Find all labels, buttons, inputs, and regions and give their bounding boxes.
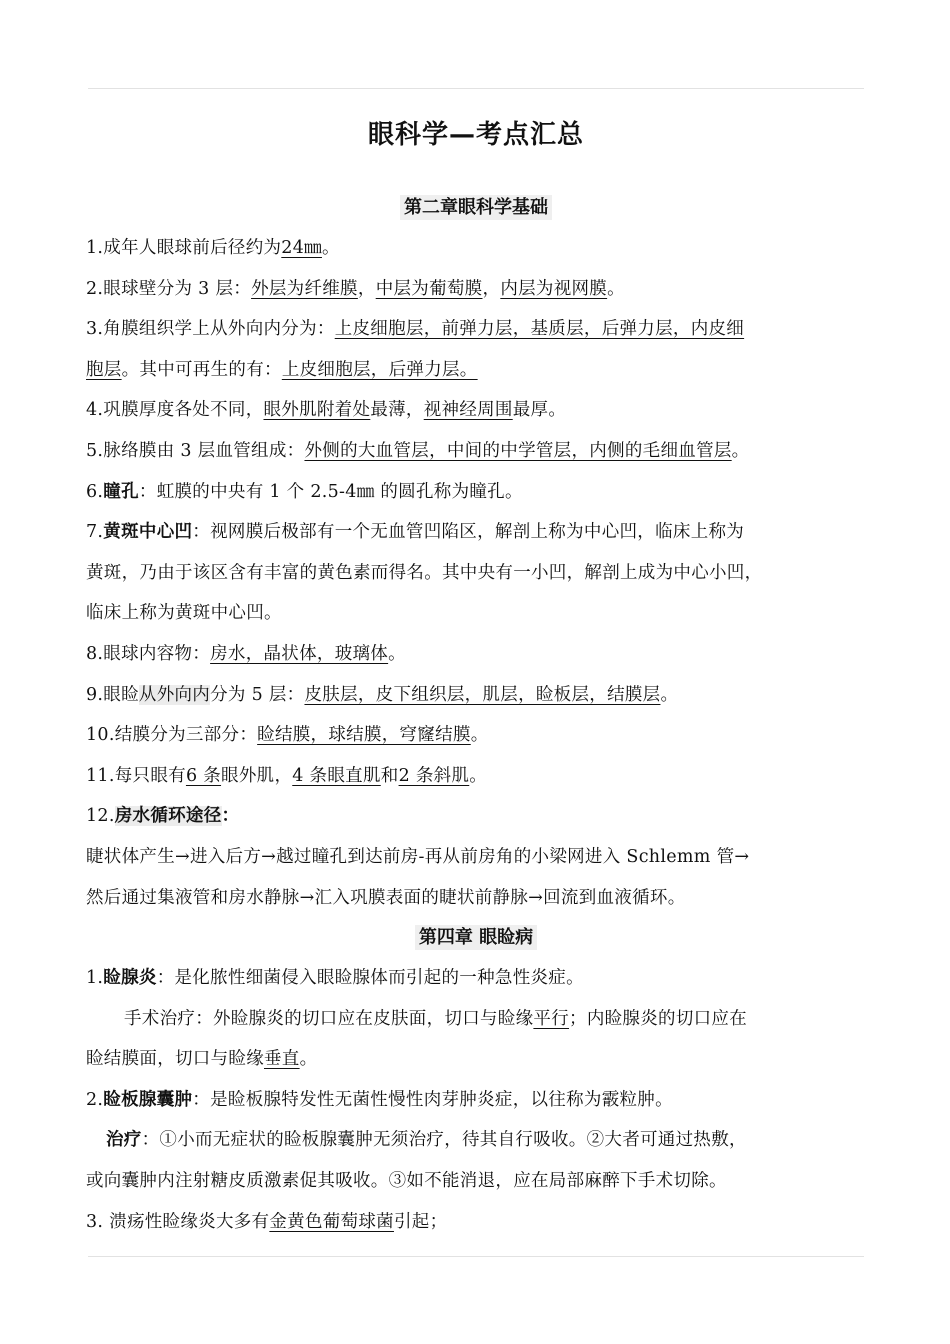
text: 11.每只眼有 (86, 765, 186, 786)
underlined-text: 睑结膜，球结膜，穹窿结膜 (257, 725, 471, 746)
text: ， (482, 278, 501, 299)
text: 。 (731, 440, 750, 461)
text: ：是化脓性细菌侵入眼睑腺体而引起的一种急性炎症。 (156, 968, 584, 989)
ch4-item-1 (86, 958, 866, 999)
item-3-line-2 (86, 350, 866, 391)
text: 。 (469, 765, 488, 786)
text: 1.成年人眼球前后径约为 (86, 238, 282, 258)
chapter-heading-text: 第四章 眼睑病 (415, 925, 537, 950)
bold-term: 睑腺炎 (103, 968, 157, 989)
text: 。 (470, 725, 489, 746)
text: 。 (321, 238, 340, 258)
underlined-text: 内层为视网膜 (500, 278, 608, 299)
text: 9.眼睑 (86, 684, 139, 705)
text: ；内睑腺炎的切口应在 (569, 1008, 748, 1029)
chapter-heading-2 (86, 188, 866, 228)
underlined-text: 房水，晶状体，玻璃体 (210, 643, 389, 664)
text: 分为 5 层： (210, 684, 305, 705)
item-7-line-2: 黄斑，乃由于该区含有丰富的黄色素而得名。其中央有一小凹，解剖上成为中心小凹， (86, 562, 763, 583)
underlined-text: 中层为葡萄膜 (375, 278, 483, 299)
top-rule (88, 88, 864, 89)
chapter-heading-4 (86, 918, 866, 958)
text: ：视网膜后极部有一个无血管凹陷区，解剖上称为中心凹，临床上称为 (192, 522, 745, 543)
text: 5.脉络膜由 3 层血管组成： (86, 440, 305, 461)
text: 眼外肌， (221, 765, 293, 786)
text: ：①小而无症状的睑板腺囊肿无须治疗，待其自行吸收。②大者可通过热敷， (141, 1130, 747, 1151)
item-number: 7. (86, 522, 104, 543)
text: 最厚。 (512, 400, 567, 421)
underlined-text: 外侧的大血管层，中间的中学管层，内侧的毛细血管层 (304, 440, 732, 461)
text: 引起； (393, 1211, 448, 1232)
item-3-line-1 (86, 309, 866, 350)
item-10 (86, 715, 866, 756)
underlined-text: 外层为纤维膜 (251, 278, 358, 299)
text: 。 (660, 684, 679, 705)
item-2 (86, 269, 866, 310)
ch4-item-1b-line-2 (86, 1039, 866, 1080)
underlined-text: 24㎜ (281, 238, 322, 258)
text: 。 (299, 1049, 318, 1070)
item-4 (86, 390, 866, 431)
text: 睑结膜面，切口与睑缘 (86, 1049, 264, 1070)
text: 3.角膜组织学上从外向内分为： (86, 319, 335, 340)
ch4-item-2b-line-2: 或向囊肿内注射糖皮质激素促其吸收。③如不能消退，应在局部麻醉下手术切除。 (86, 1171, 727, 1192)
bold-term: 房水循环途径 (114, 806, 222, 827)
highlighted-text: 从外向内 (138, 684, 211, 705)
item-number: 2. (86, 1089, 104, 1110)
item-12-line-1: 睫状体产生→进入后方→越过瞳孔到达前房-再从前房角的小梁网进入 Schlemm 管→ (86, 846, 750, 867)
text: 。 (607, 278, 625, 299)
underlined-text: 皮肤层，皮下组织层，肌层，睑板层，结膜层 (304, 684, 661, 705)
underlined-text: 眼外肌附着处 (263, 400, 371, 421)
bottom-rule (88, 1256, 864, 1257)
chapter-heading-text: 第二章眼科学基础 (400, 195, 552, 220)
item-11 (86, 756, 866, 797)
text: 2.眼球壁分为 3 层： (86, 278, 252, 299)
underlined-text: 平行 (533, 1008, 570, 1029)
text: 3. 溃疡性睑缘炎大多有 (86, 1211, 270, 1232)
text: 手术治疗：外睑腺炎的切口应在皮肤面，切口与睑缘 (124, 1008, 534, 1029)
text: ： (221, 806, 240, 827)
bold-term: 治疗 (106, 1130, 142, 1151)
text: ：是睑板腺特发性无菌性慢性肉芽肿炎症，以往称为霰粒肿。 (192, 1089, 673, 1110)
underlined-text: 金黄色葡萄球菌 (269, 1211, 394, 1232)
text: 10.结膜分为三部分： (86, 725, 258, 746)
item-12 (86, 796, 866, 837)
underlined-text: 6 条 (185, 765, 222, 786)
item-number: 1. (86, 968, 104, 989)
underlined-text: 上皮细胞层，后弹力层。 (281, 359, 478, 380)
bold-term: 黄斑中心凹 (103, 522, 193, 543)
text: 和 (380, 765, 399, 786)
text: 。 (388, 643, 406, 664)
item-8 (86, 634, 866, 675)
item-number: 12. (86, 806, 115, 827)
underlined-text: 2 条斜肌 (398, 765, 470, 786)
text: ， (357, 278, 376, 299)
ch4-item-1b-line-1 (86, 999, 866, 1040)
underlined-text: 4 条眼直肌 (292, 765, 381, 786)
text: ：虹膜的中央有 1 个 2.5-4㎜ 的圆孔称为瞳孔。 (138, 481, 523, 502)
underlined-text: 垂直 (264, 1049, 300, 1070)
item-5 (86, 431, 866, 472)
underlined-text: 胞层 (86, 359, 122, 380)
item-number: 6. (86, 481, 104, 502)
item-6 (86, 472, 866, 513)
text: 最薄， (370, 400, 424, 421)
ch4-item-2 (86, 1080, 866, 1121)
text: 4.巩膜厚度各处不同， (86, 400, 264, 421)
text: 。其中可再生的有： (121, 359, 282, 380)
ch4-item-2b-line-1 (86, 1120, 866, 1161)
underlined-text: 上皮细胞层，前弹力层，基质层，后弹力层，内皮细 (334, 319, 745, 340)
page-title: 眼科学—考点汇总 (367, 120, 584, 150)
text: 8.眼球内容物： (86, 643, 211, 664)
underlined-text: 视神经周围 (423, 400, 513, 421)
bold-term: 睑板腺囊肿 (103, 1089, 193, 1110)
item-12-line-2: 然后通过集液管和房水静脉→汇入巩膜表面的睫状前静脉→回流到血液循环。 (86, 887, 686, 908)
item-7-line-3: 临床上称为黄斑中心凹。 (86, 603, 282, 624)
document-page (86, 112, 866, 1242)
item-1 (86, 228, 866, 269)
bold-term: 瞳孔 (103, 481, 139, 502)
ch4-item-3 (86, 1202, 866, 1243)
item-7-line-1 (86, 512, 866, 553)
item-9 (86, 675, 866, 716)
